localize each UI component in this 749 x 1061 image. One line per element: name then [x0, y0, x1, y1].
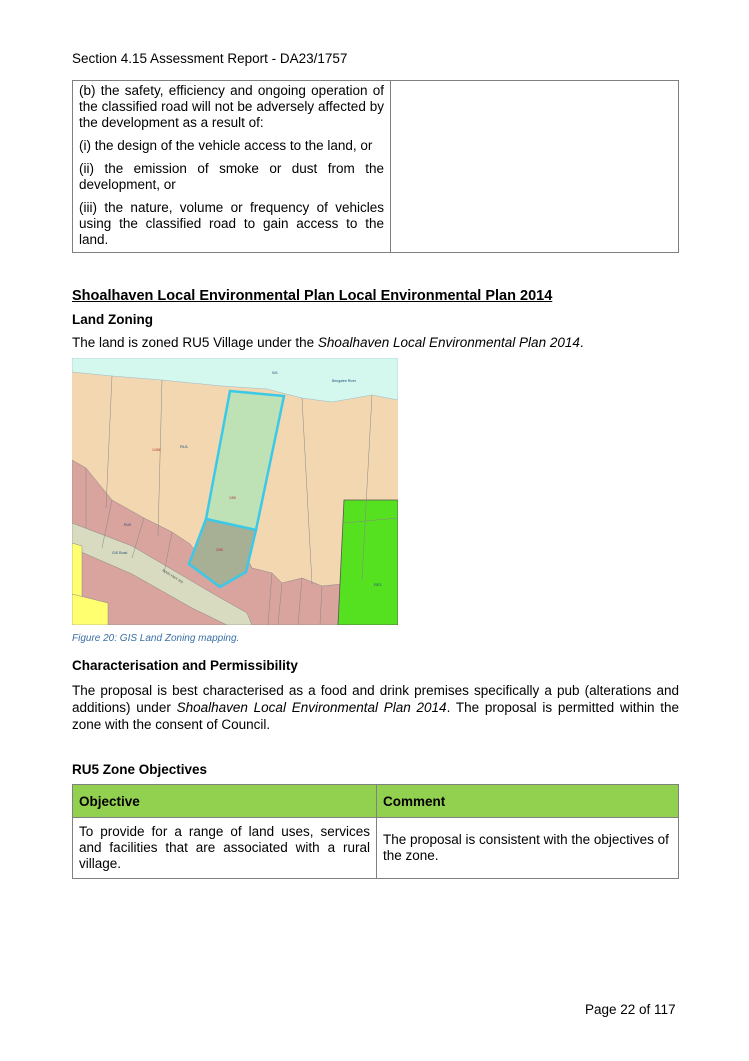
gis-road-label: GIS Road — [112, 551, 128, 555]
objectives-table — [72, 784, 679, 879]
criteria-paragraph: (b) the safety, efficiency and ongoing operation of the classified road will not be adversely affected by the development as a result of: — [79, 83, 384, 130]
table-row — [73, 81, 679, 253]
recreation-zone-label: RE1 — [374, 582, 382, 587]
river-name-label: Bengalee River — [332, 379, 356, 383]
lot-label: 1/456 — [152, 448, 161, 452]
criteria-paragraph: (iii) the nature, volume or frequency of vehicles using the classified road to gain access to the land. — [79, 200, 384, 247]
table-row — [73, 818, 679, 879]
site-lot-2-label: 2/55 — [216, 548, 223, 552]
comment-cell: The proposal is consistent with the objectives of the zone. — [377, 818, 679, 879]
land-zoning-text: The land is zoned RU5 Village under the Shoalhaven Local Environmental Plan 2014. — [72, 335, 584, 350]
permissibility-text: The proposal is best characterised as a food and drink premises specifically a pub (alterations and additions) under Shoalhaven Local Environmental Plan 2014. The proposal is permitted within the zone with the consent of Council. — [72, 683, 679, 732]
criteria-table — [72, 80, 679, 253]
land-zoning-heading: Land Zoning — [72, 312, 153, 327]
site-lot-label: 1/55 — [229, 496, 236, 500]
figure-caption: Figure 20: GIS Land Zoning mapping. — [72, 633, 240, 644]
column-header-comment: Comment — [377, 785, 679, 818]
objective-cell: To provide for a range of land uses, services and facilities that are associated with a rural village. — [73, 818, 377, 879]
ru5-label: RU5 — [124, 523, 132, 527]
criteria-paragraph: (ii) the emission of smoke or dust from the development, or — [79, 161, 384, 192]
zoning-map — [72, 358, 398, 625]
criteria-paragraph: (i) the design of the vehicle access to the land, or — [79, 138, 373, 153]
rural-zone-label: RU1 — [180, 444, 189, 449]
river-zone-label: W1 — [272, 370, 278, 375]
road-name-label: MAIN HWY RD — [161, 568, 184, 585]
page-number: Page 22 of 117 — [585, 1002, 676, 1017]
report-header: Section 4.15 Assessment Report - DA23/1757 — [72, 51, 348, 66]
column-header-objective: Objective — [73, 785, 377, 818]
criteria-cell — [73, 81, 391, 253]
objectives-heading: RU5 Zone Objectives — [72, 762, 208, 777]
table-header-row — [73, 785, 679, 818]
permissibility-heading: Characterisation and Permissibility — [72, 658, 298, 673]
section-heading: Shoalhaven Local Environmental Plan Local Environmental Plan 2014 — [72, 288, 553, 304]
comment-cell — [391, 81, 679, 253]
